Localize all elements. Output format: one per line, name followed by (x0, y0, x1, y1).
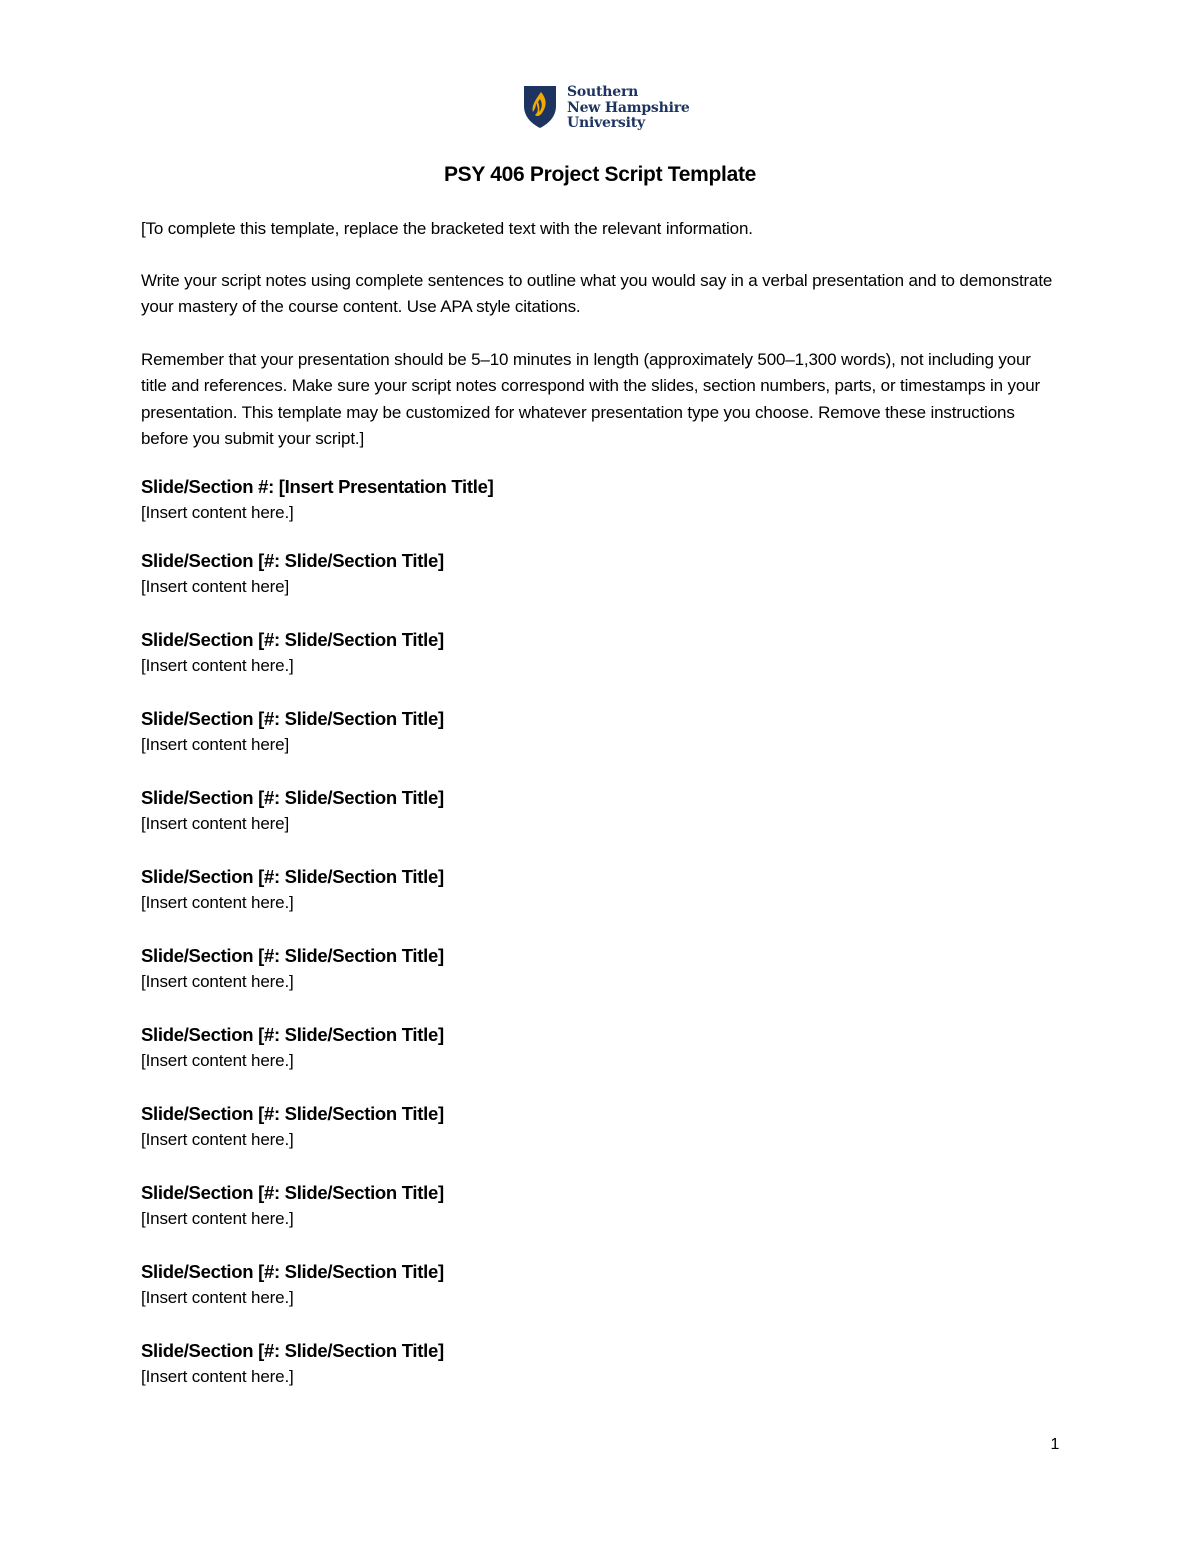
section-heading: Slide/Section [#: Slide/Section Title] (141, 629, 444, 650)
section-5 (141, 785, 1041, 837)
instructions-paragraph-1: [To complete this template, replace the bracketed text with the relevant information. (141, 219, 753, 238)
section-2 (141, 548, 1041, 600)
section-content: [Insert content here] (141, 735, 290, 754)
section-4 (141, 706, 1041, 758)
section-10 (141, 1180, 1041, 1232)
section-heading: Slide/Section [#: Slide/Section Title] (141, 1024, 444, 1045)
university-logo (522, 84, 690, 132)
document-title: PSY 406 Project Script Template (443, 163, 757, 186)
section-content: [Insert content here.] (141, 656, 294, 675)
section-heading: Slide/Section [#: Slide/Section Title] (141, 787, 444, 808)
instructions-paragraph-3: Remember that your presentation should be 5–10 minutes in length (approximately 500–1,300 words), not including your title and references. Make sure your script notes correspond with the slides, section numbers, parts, or timestamps in your presentation. This template may be customized for whatever presentation type you choose. Remove these instructions before you submit your script.] (141, 350, 1041, 449)
instructions-paragraph-2: Write your script notes using complete sentences to outline what you would say in a verbal presentation and to demonstrate your mastery of the course content. Use APA style citations. (141, 271, 1053, 317)
page-number: 1 (1050, 1436, 1060, 1453)
section-12 (141, 1338, 1041, 1390)
section-content: [Insert content here] (141, 577, 290, 596)
section-heading: Slide/Section [#: Slide/Section Title] (141, 708, 444, 729)
section-7 (141, 943, 1041, 995)
section-heading: Slide/Section #: [Insert Presentation Title] (141, 476, 494, 497)
section-content: [Insert content here.] (141, 1209, 294, 1228)
section-heading: Slide/Section [#: Slide/Section Title] (141, 1182, 444, 1203)
section-heading: Slide/Section [#: Slide/Section Title] (141, 550, 444, 571)
logo-line-3: University (567, 115, 645, 131)
logo-wordmark (567, 85, 690, 132)
shield-flame-icon (522, 84, 558, 130)
section-content: [Insert content here.] (141, 972, 294, 991)
section-heading: Slide/Section [#: Slide/Section Title] (141, 945, 444, 966)
section-heading: Slide/Section [#: Slide/Section Title] (141, 1103, 444, 1124)
section-content: [Insert content here.] (141, 503, 294, 522)
section-content: [Insert content here.] (141, 893, 294, 912)
section-content: [Insert content here] (141, 814, 290, 833)
section-heading: Slide/Section [#: Slide/Section Title] (141, 1340, 444, 1361)
section-content: [Insert content here.] (141, 1130, 294, 1149)
logo-line-1: Southern (567, 84, 639, 100)
section-heading: Slide/Section [#: Slide/Section Title] (141, 866, 444, 887)
section-1 (141, 474, 1041, 526)
section-content: [Insert content here.] (141, 1288, 294, 1307)
section-9 (141, 1101, 1041, 1153)
section-heading: Slide/Section [#: Slide/Section Title] (141, 1261, 444, 1282)
logo-line-2: New Hampshire (567, 99, 690, 116)
section-3 (141, 627, 1041, 679)
section-11 (141, 1259, 1041, 1311)
section-content: [Insert content here.] (141, 1051, 294, 1070)
section-8 (141, 1022, 1041, 1074)
section-content: [Insert content here.] (141, 1367, 294, 1386)
section-6 (141, 864, 1041, 916)
